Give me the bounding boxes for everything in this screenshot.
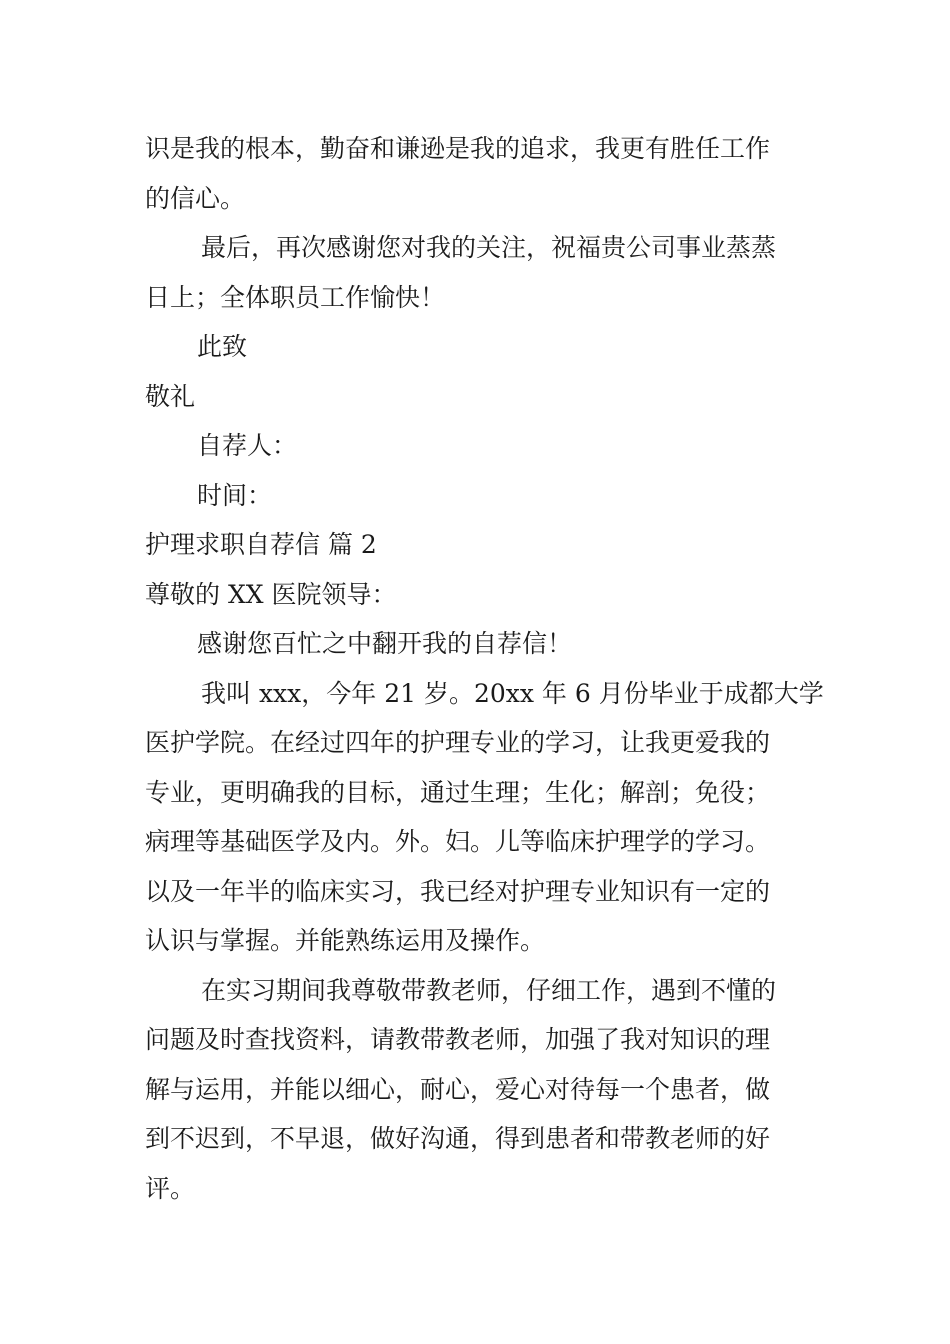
text-line: 评。 [145,1173,196,1203]
text-line: 病理等基础医学及内。外。妇。儿等临床护理学的学习。 [145,827,771,856]
text-line: 专业，更明确我的目标，通过生理；生化；解剖；免役； [145,777,771,807]
document-body [145,124,824,1213]
text-line: 到不迟到，不早退，做好沟通，得到患者和带教老师的好 [145,1124,771,1153]
letter-greeting: 尊敬的 XX 医院领导： [145,579,397,609]
text-line: 的信心。 [145,183,246,213]
text-line: 问题及时查找资料，请教带教老师，加强了我对知识的理 [145,1025,771,1054]
text-line: 感谢您百忙之中翻开我的自荐信！ [197,629,573,658]
text-line: 以及一年半的临床实习，我已经对护理专业知识有一定的 [145,876,771,906]
closing-regards: 敬礼 [145,381,196,411]
text-line: 在实习期间我尊敬带教老师，仔细工作，遇到不懂的 [201,975,777,1005]
closing-salutation: 此致 [197,332,248,361]
section-title: 护理求职自荐信 篇 2 [145,530,377,559]
text-line: 日上；全体职员工作愉快！ [145,282,446,312]
text-line: 识是我的根本，勤奋和谦逊是我的追求，我更有胜任工作 [145,134,771,163]
signature-label: 自荐人： [197,431,298,460]
text-line: 我叫 xxx，今年 21 岁。20xx 年 6 月份毕业于成都大学 [201,678,824,708]
text-line: 解与运用，并能以细心，耐心，爱心对待每一个患者，做 [145,1074,771,1104]
text-line: 最后，再次感谢您对我的关注，祝福贵公司事业蒸蒸 [201,233,777,262]
text-line: 医护学院。在经过四年的护理专业的学习，让我更爱我的 [145,728,771,757]
text-line: 认识与掌握。并能熟练运用及操作。 [145,926,546,955]
date-label: 时间： [197,480,273,510]
